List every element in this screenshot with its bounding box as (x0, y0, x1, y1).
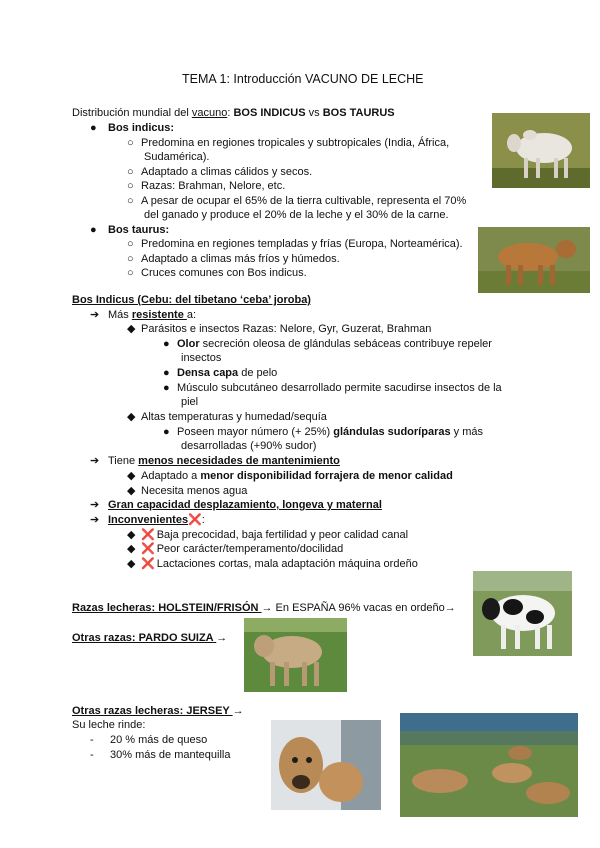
section-heading-cebu: Bos Indicus (Cebu: del tibetano ‘ceba’ joroba) (72, 294, 311, 306)
pardo-line: Otras razas: PARDO SUIZA → (72, 632, 228, 644)
holstein-line: Razas lecheras: HOLSTEIN/FRISÓN → En ESPAÑA 96% vacas en ordeño→ (72, 602, 456, 614)
brahman-cow-image (492, 113, 590, 188)
holstein-cow-image (473, 571, 572, 656)
jersey-line: Otras razas lecheras: JERSEY → (72, 705, 244, 717)
dot-item-densa: ● Densa capa de pelo (163, 367, 278, 379)
list-item: ○ Predomina en regiones tropicales y subtropicales (India, África, (127, 137, 450, 149)
list-item-cont: del ganado y produce el 20% de la leche y el 30% de la carne. (144, 209, 449, 221)
list-item: ○ Adaptado a climas cálidos y secos. (127, 166, 313, 178)
list-item: ○ A pesar de ocupar el 65% de la tierra cultivable, representa el 70% (127, 195, 467, 207)
dot-item-olor-cont: insectos (181, 352, 222, 364)
diamond-item-altas: ◆ Altas temperaturas y humedad/sequía (127, 411, 327, 423)
dot-item-poseen-cont: desarrolladas (+90% sudor) (181, 440, 317, 452)
arrow-item-resistente: ➔ Más resistente a: (90, 309, 197, 321)
list-item: ○ Adaptado a climas más fríos y húmedos. (127, 253, 340, 265)
dot-item-olor: ● Olor secreción oleosa de glándulas sebáceas contribuye repeler (163, 338, 492, 350)
dash-item: - 20 % más de queso (90, 734, 208, 746)
dot-item-musculo-cont: piel (181, 396, 199, 408)
bullet-bos-taurus: ● Bos taurus: (90, 224, 170, 236)
taurus-cow-image (478, 227, 590, 293)
leche-line: Su leche rinde: (72, 719, 146, 731)
dash-item: - 30% más de mantequilla (90, 749, 231, 761)
diamond-item-incon: ◆ ❌ Lactaciones cortas, mala adaptación máquina ordeño (127, 558, 418, 570)
dot-item-musculo: ● Músculo subcutáneo desarrollado permite sacudirse insectos de la (163, 382, 502, 394)
page-title: TEMA 1: Introducción VACUNO DE LECHE (182, 72, 424, 86)
pardo-suiza-cow-image (244, 618, 347, 692)
list-item: ○ Cruces comunes con Bos indicus. (127, 267, 307, 279)
jersey-cow-image (271, 720, 381, 810)
cross-icon: ❌ (141, 529, 155, 541)
bullet-bos-indicus: ● Bos indicus: (90, 122, 175, 134)
jersey-herd-image (400, 713, 578, 817)
diamond-item-parasitos: ◆ Parásitos e insectos Razas: Nelore, Gyr, Guzerat, Brahman (127, 323, 432, 335)
list-item: ○ Predomina en regiones templadas y frías (Europa, Norteamérica). (127, 238, 463, 250)
dot-item-poseen: ● Poseen mayor número (+ 25%) glándulas sudoríparas y más (163, 426, 483, 438)
arrow-item-tiene: ➔ Tiene menos necesidades de mantenimiento (90, 455, 340, 467)
arrow-item-gran: ➔ Gran capacidad desplazamiento, longeva y maternal (90, 499, 382, 511)
cross-icon: ❌ (141, 558, 155, 570)
diamond-item-agua: ◆ Necesita menos agua (127, 485, 248, 497)
diamond-item-adaptado: ◆ Adaptado a menor disponibilidad forrajera de menor calidad (127, 470, 453, 482)
cross-icon: ❌ (141, 543, 155, 555)
distribution-line: Distribución mundial del vacuno: BOS INDICUS vs BOS TAURUS (72, 107, 395, 119)
list-item: ○ Razas: Brahman, Nelore, etc. (127, 180, 286, 192)
list-item-cont: Sudamérica). (144, 151, 210, 163)
arrow-item-inconvenientes: ➔ Inconvenientes❌: (90, 514, 205, 526)
cross-icon: ❌ (188, 514, 202, 526)
vacuno-link: vacuno (191, 107, 228, 119)
diamond-item-incon: ◆ ❌ Peor carácter/temperamento/docilidad (127, 543, 344, 555)
diamond-item-incon: ◆ ❌ Baja precocidad, baja fertilidad y peor calidad canal (127, 529, 409, 541)
